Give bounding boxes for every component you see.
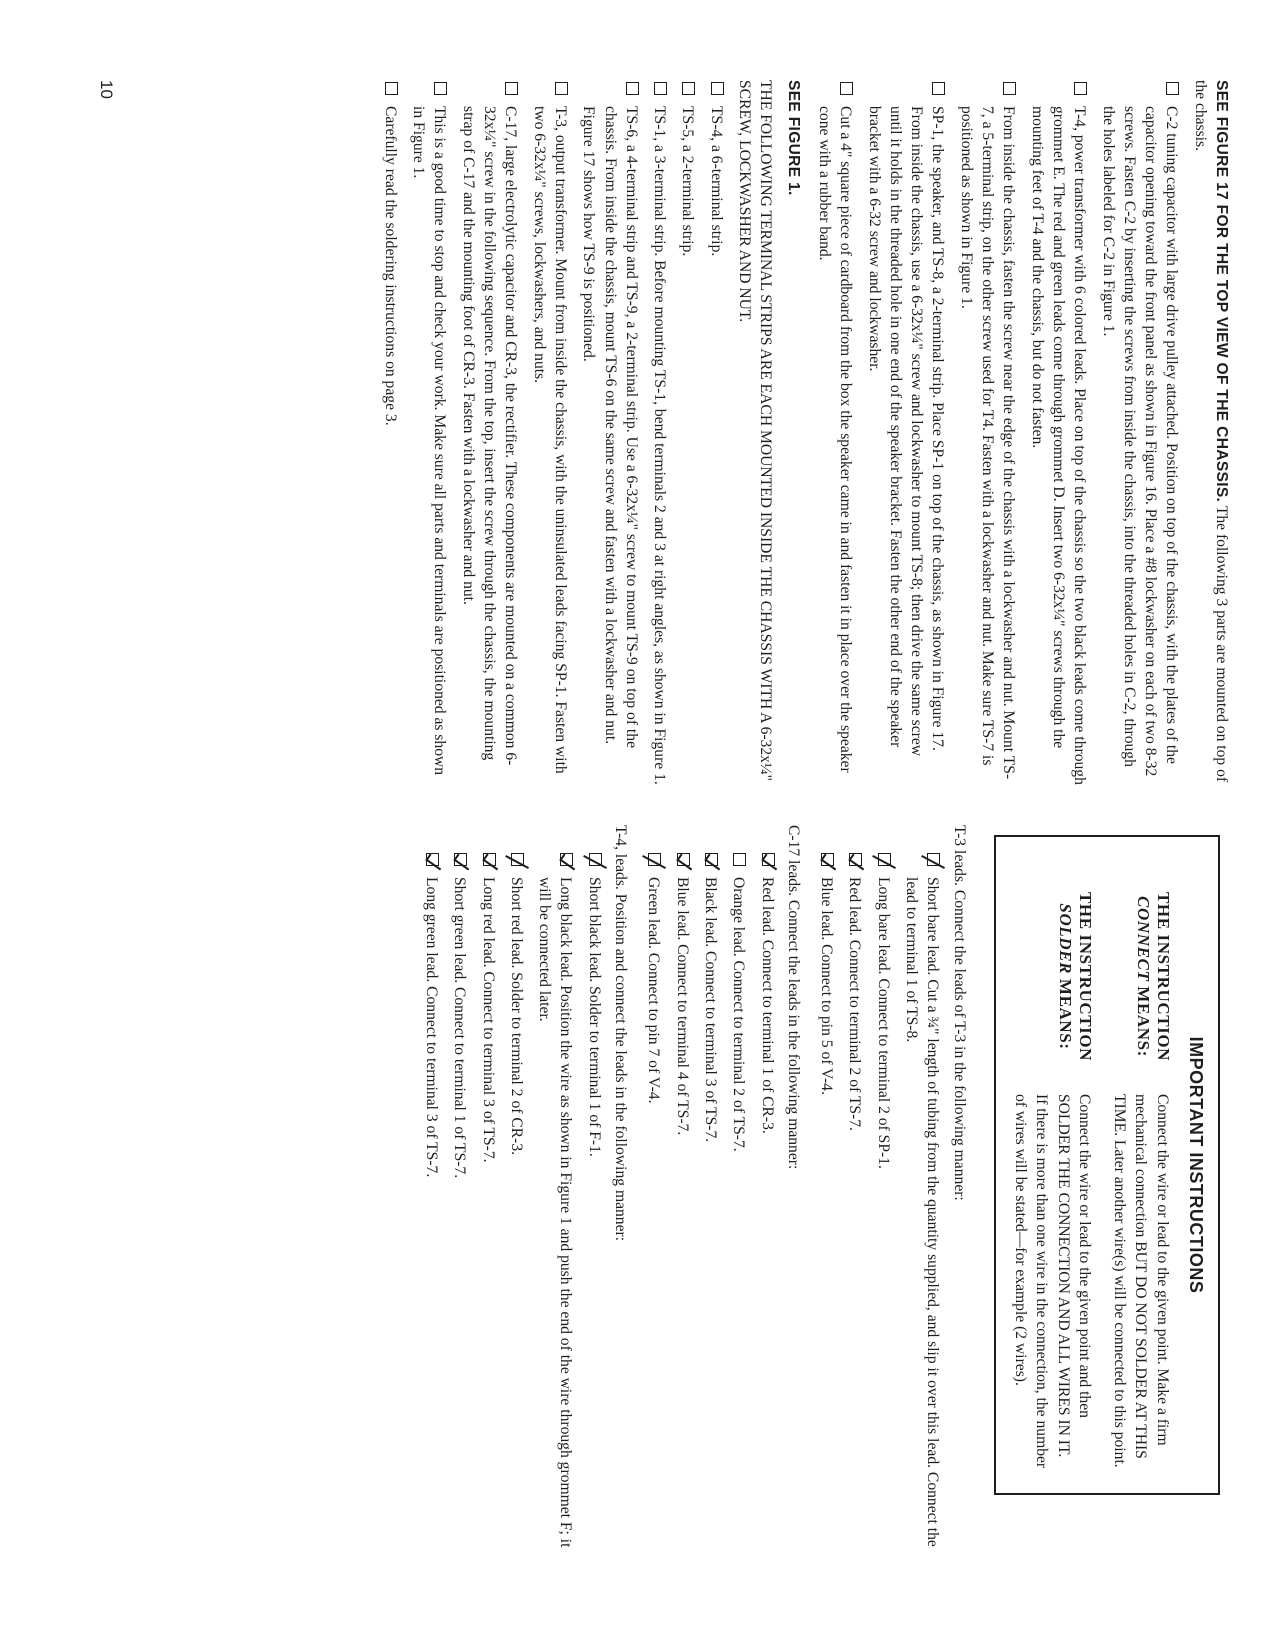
connect-term: THE INSTRUCTION CONNECT MEANS: [1133,891,1173,1062]
checkbox[interactable] [1166,82,1179,95]
caps-note: THE FOLLOWING TERMINAL STRIPS ARE EACH MOUNTED INSIDE THE CHASSIS WITH A 6-32x¼" SCREW, LOCKWASHER AND NUT. [736,80,775,782]
checkbox[interactable] [705,853,718,866]
t3-step: Long bare lead. Connect to terminal 2 of SP-1. [872,851,893,1575]
checkbox[interactable] [733,853,746,866]
t3-leads-group [816,825,970,1575]
step-t3: T-3, output transformer. Mount from inside the chassis, with the uninsulated leads facing SP-1. Fasten with two 6-32x¼" screws, lockwashers, and nuts. [528,80,571,785]
step-cardboard: Cut a 4" square piece of cardboard from the box the speaker came in and fasten it in place over the speaker cone with a rubber band. [814,80,857,785]
checkbox[interactable] [454,853,467,866]
t4-step: Long green lead. Connect to terminal 3 of TS-7. [421,851,442,1575]
heading-see-figure-17: SEE FIGURE 17 FOR THE TOP VIEW OF THE CHASSIS. [1213,80,1230,503]
checkbox[interactable] [677,853,690,866]
t4-step: Short black lead. Solder to terminal 1 of F-1. [583,851,604,1575]
checkbox[interactable] [1074,82,1087,95]
step-fasten-ts7: From inside the chassis, fasten the screw near the edge of the chassis with a lockwasher and nut. Mount TS-7, a 5-terminal strip, on the other screw used for T4. Fasten with a lockwasher and nut. Make sure TS-7 is positioned as shown in Figure 1. [955,80,1019,785]
t4-step: Long red lead. Connect to terminal 3 of TS-7. [477,851,498,1575]
important-instructions-box [994,835,1220,1495]
checkbox[interactable] [555,82,568,95]
page-number: 10 [97,80,116,99]
c17-step: Red lead. Connect to terminal 1 of CR-3. [756,851,777,1575]
c17-step: Black lead. Connect to terminal 3 of TS-7. [700,851,721,1575]
step-ts6-ts9: TS-6, a 4-terminal strip and TS-9, a 2-terminal strip. Use a 6-32x¼" screw to mount TS-9 on top of the chassis. From inside the chassis, mount TS-6 on the same screw and fasten with a lockwasher and nut. Figure 17 shows how TS-9 is positioned. [578,80,642,785]
c17-step: Blue lead. Connect to terminal 4 of TS-7. [671,851,692,1575]
rotated-page [77,80,1232,1580]
checkbox[interactable] [1003,82,1016,95]
step-ts5: TS-5, a 2-terminal strip. [677,80,698,785]
step-check-work: This is a good time to stop and check your work. Make sure all parts and terminals are positioned as shown in Figure 1. [408,80,451,785]
step-c17-cr3: C-17, large electrolytic capacitor and CR-3, the rectifier. These components are mounted on a common 6-32x¼" screw in the following sequence. From the top, insert the screw through the chassis, the mounting strap of C-17 and the mounting foot of CR-3. Fasten with a lockwasher and nut. [458,80,522,785]
step-ts1: TS-1, a 3-terminal strip. Before mounting TS-1, bend terminals 2 and 3 at right angles, as shown in Figure 1. [649,80,670,785]
step-mount-c2: C-2 tuning capacitor with large drive pulley attached. Position on top of the chassis, with the plates of the capacitor opening toward the front panel as shown in Figure 16. Place a #8 lockwasher on each of two 8-32 screws. Fasten C-2 by inserting the screws from inside the chassis, into the threaded holes in C-2, through the holes labeled for C-2 in Figure 1. [1097,80,1182,785]
step-read-soldering: Carefully read the soldering instructions on page 3. [380,80,401,785]
heading-see-figure-1: SEE FIGURE 1. [784,80,802,196]
c17-intro: C-17 leads. Connect the leads in the following manner: [784,825,802,1170]
checkbox[interactable] [589,853,602,866]
step-mount-speaker: SP-1, the speaker, and TS-8, a 2-terminal strip. Place SP-1 on top of the chassis, as shown in Figure 17. From inside the chassis, use a 6-32x¼" screw and lockwasher to mount TS-8; then drive the same screw until it holds in the threaded hole in one end of the speaker bracket. Fasten the other end of the speaker bracket with a 6-32 screw and lockwasher. [863,80,948,785]
c17-step: Green lead. Connect to pin 7 of V-4. [643,851,664,1575]
checkbox[interactable] [849,853,862,866]
c17-step: Orange lead. Connect to terminal 2 of TS-7. [728,851,749,1575]
connect-text: Connect the wire or lead to the given point. Make a firm mechanical connection BUT DO NOT SOLDER AT THIS TIME. Later another wire(s) will be connected to this point. [1111,1094,1171,1468]
checkbox[interactable] [762,853,775,866]
right-column [409,825,1232,1575]
checkbox[interactable] [654,82,667,95]
checkbox[interactable] [932,82,945,95]
t3-intro: T-3 leads. Connect the leads of T-3 in the following manner: [950,825,968,1201]
checkbox[interactable] [560,853,573,866]
solder-term: THE INSTRUCTION SOLDER MEANS: [1055,891,1095,1062]
checkbox[interactable] [648,853,661,866]
checkbox[interactable] [711,82,724,95]
checkbox[interactable] [927,853,940,866]
checkbox[interactable] [821,853,834,866]
connect-definition [1109,859,1173,1471]
checkbox[interactable] [511,853,524,866]
t3-step: Short bare lead. Cut a ¾" length of tubing from the quantity supplied, and slip it over this lead. Connect the lead to terminal 1 of TS-8. [901,851,944,1575]
c17-leads-group [643,825,804,1575]
t4-step: Short green lead. Connect to terminal 1 of TS-7. [449,851,470,1575]
checkbox[interactable] [435,82,448,95]
t4-intro: T-4, leads. Position and connect the leads in the following manner: [612,825,630,1242]
important-title: IMPORTANT INSTRUCTIONS [1186,1036,1206,1294]
t4-step: Short red lead. Solder to terminal 2 of CR-3. [506,851,527,1575]
solder-text: Connect the wire or lead to the given point and then SOLDER THE CONNECTION AND ALL WIRES IN IT. If there is more than one wire in the connection, the number of wires will be stated—for example (2 wires). [1011,1094,1093,1469]
t3-step: Red lead. Connect to terminal 2 of TS-7. [844,851,865,1575]
checkbox[interactable] [505,82,518,95]
checkbox[interactable] [426,853,439,866]
step-mount-t4: T-4, power transformer with 6 colored leads. Place on top of the chassis so the two black leads come through grommet E. The red and green leads come through grommet D. Insert two 6-32x¼" screws through the mounting feet of T-4 and the chassis, but do not fasten. [1026,80,1090,785]
t3-step: Blue lead. Connect to pin 5 of V-4. [816,851,837,1575]
checkbox[interactable] [626,82,639,95]
t4-leads-group [421,825,631,1575]
left-column [97,80,1232,785]
solder-definition [1010,859,1095,1471]
checkbox[interactable] [840,82,853,95]
checkbox[interactable] [682,82,695,95]
section-intro: SEE FIGURE 17 FOR THE TOP VIEW OF THE CHASSIS. The following 3 parts are mounted on top of the chassis. [1191,80,1230,783]
step-ts4: TS-4, a 6-terminal strip. [705,80,726,785]
t4-step: Long black lead. Position the wire as shown in Figure 1 and push the end of the wire through grommet F; it will be connected later. [534,851,577,1575]
checkbox[interactable] [385,82,398,95]
checkbox[interactable] [878,853,891,866]
checkbox[interactable] [483,853,496,866]
